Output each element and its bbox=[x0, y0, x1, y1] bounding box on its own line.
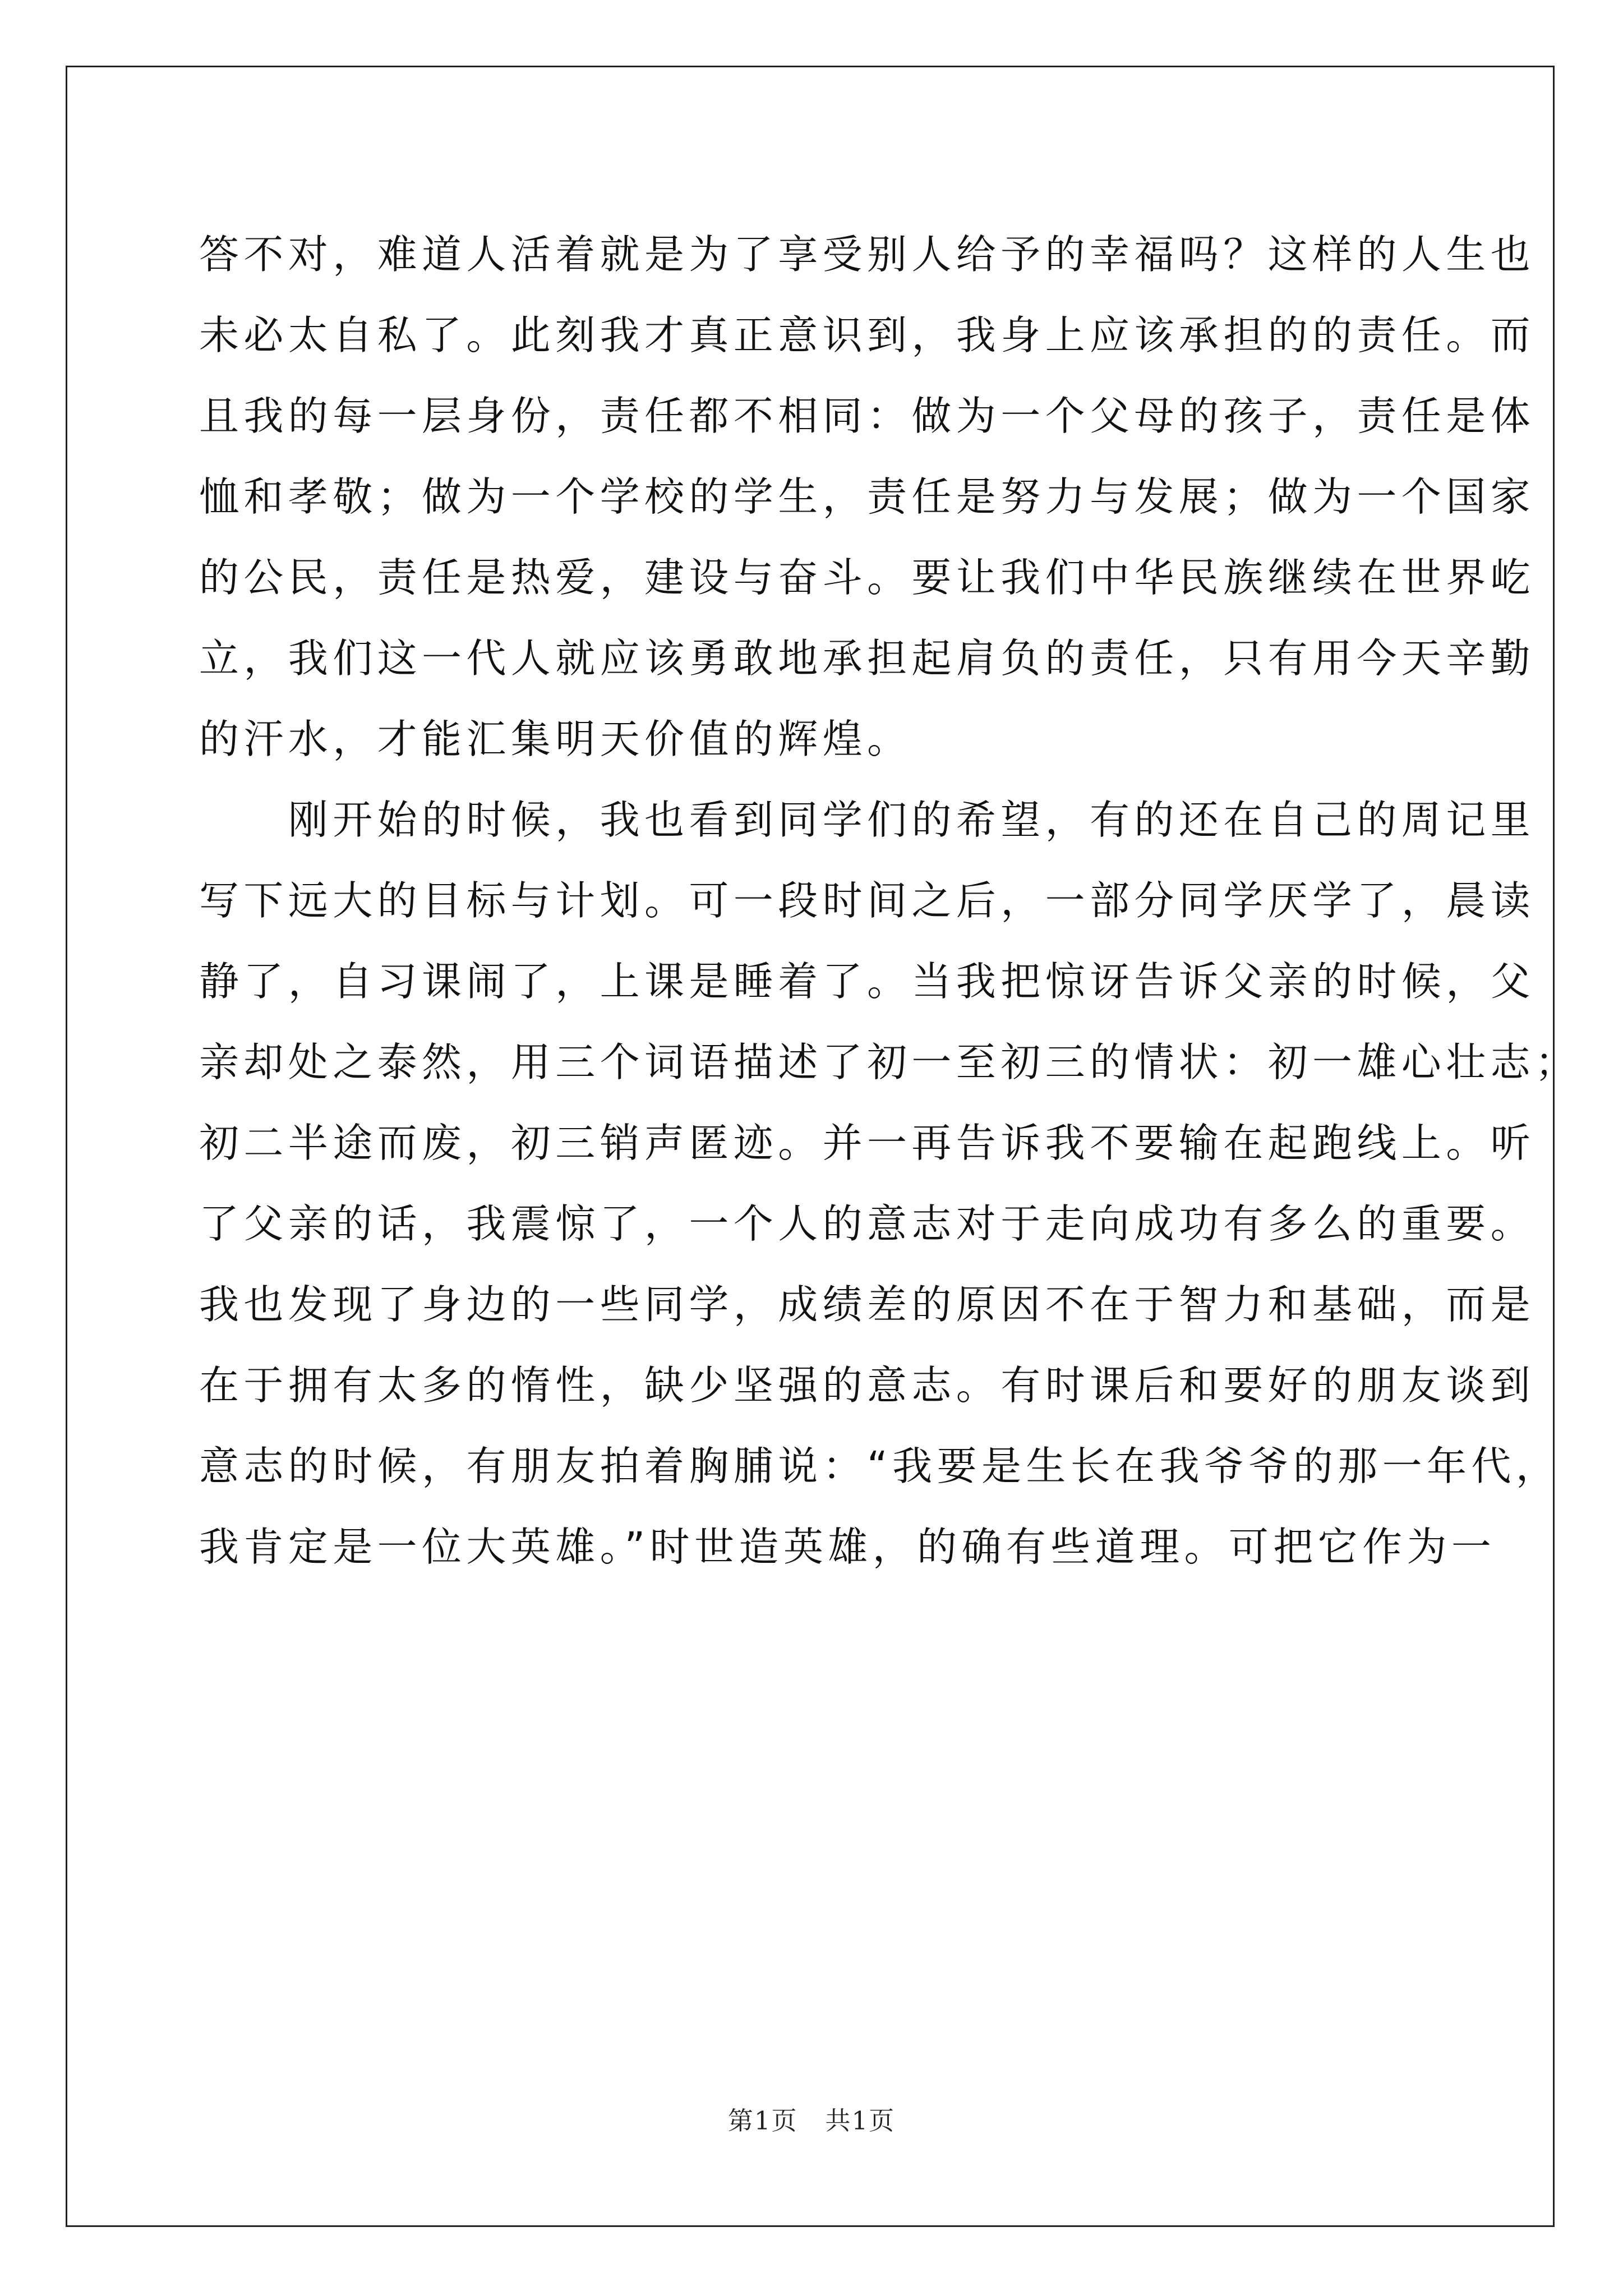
text-line: 亲却处之泰然，用三个词语描述了初一至初三的情状：初一雄心壮志； bbox=[199, 1039, 1580, 1085]
text-line: 答不对，难道人活着就是为了享受别人给予的幸福吗？这样的人生也 bbox=[199, 231, 1536, 278]
text-line: 刚开始的时候，我也看到同学们的希望，有的还在自己的周记里 bbox=[199, 797, 1536, 843]
text-line: 且我的每一层身份，责任都不相同：做为一个父母的孩子，责任是体 bbox=[199, 393, 1536, 439]
page-footer: 第1页 共1页 bbox=[727, 2106, 896, 2136]
text-line: 的公民，责任是热爱，建设与奋斗。要让我们中华民族继续在世界屹 bbox=[199, 554, 1536, 601]
text-line: 在于拥有太多的惰性，缺少坚强的意志。有时课后和要好的朋友谈到 bbox=[199, 1362, 1536, 1409]
body-text bbox=[199, 214, 1580, 1588]
text-line: 未必太自私了。此刻我才真正意识到，我身上应该承担的的责任。而 bbox=[199, 312, 1536, 358]
text-line: 静了，自习课闹了，上课是睡着了。当我把惊讶告诉父亲的时候，父 bbox=[199, 958, 1536, 1005]
text-line: 写下远大的目标与计划。可一段时间之后，一部分同学厌学了，晨读 bbox=[199, 877, 1536, 924]
text-line: 立，我们这一代人就应该勇敢地承担起肩负的责任，只有用今天辛勤 bbox=[199, 635, 1536, 682]
text-line: 初二半途而废，初三销声匿迹。并一再告诉我不要输在起跑线上。听 bbox=[199, 1120, 1536, 1166]
text-line: 了父亲的话，我震惊了，一个人的意志对于走向成功有多么的重要。 bbox=[199, 1200, 1536, 1247]
text-line: 我肯定是一位大英雄。”时世造英雄，的确有些道理。可把它作为一 bbox=[199, 1524, 1496, 1570]
text-line: 的汗水，才能汇集明天价值的辉煌。 bbox=[199, 716, 912, 762]
text-line: 恤和孝敬；做为一个学校的学生，责任是努力与发展；做为一个国家 bbox=[199, 473, 1536, 520]
text-line: 意志的时候，有朋友拍着胸脯说：“我要是生长在我爷爷的那一年代， bbox=[199, 1443, 1561, 1489]
text-line: 我也发现了身边的一些同学，成绩差的原因不在于智力和基础，而是 bbox=[199, 1281, 1536, 1328]
